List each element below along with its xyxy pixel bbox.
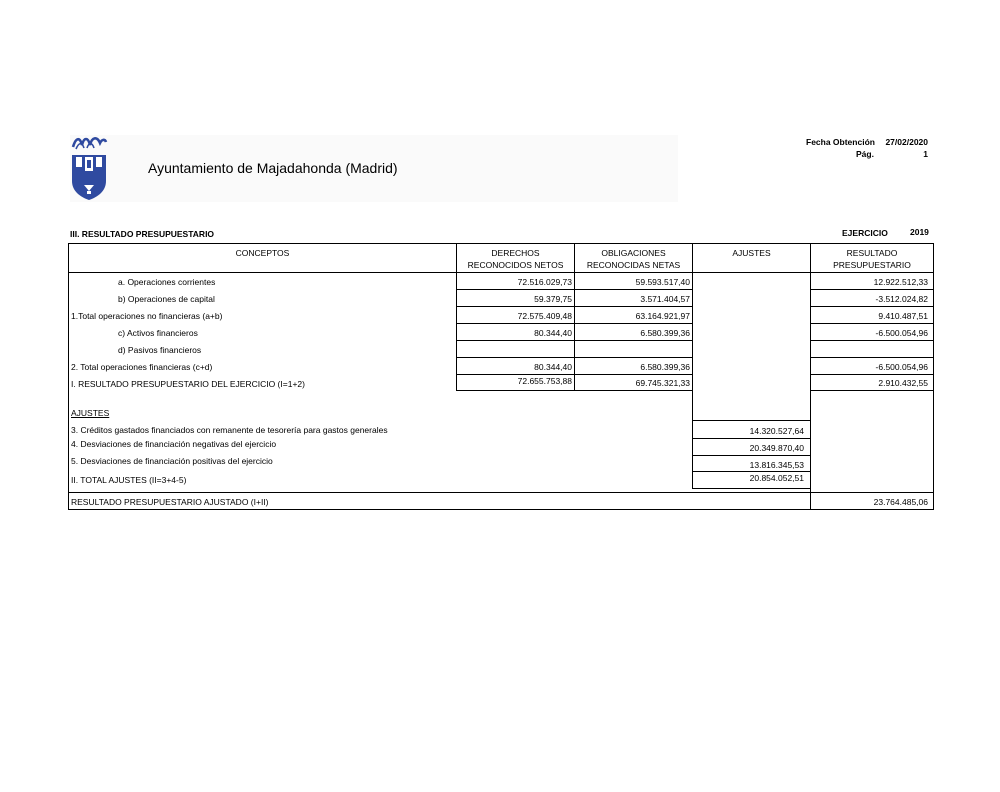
col-header-conceptos: CONCEPTOS	[235, 248, 290, 258]
row-concepto: I. RESULTADO PRESUPUESTARIO DEL EJERCICIO (I=1+2)	[71, 379, 305, 389]
ajuste-valor: 20.349.870,40	[749, 443, 804, 453]
ejercicio-value: 2019	[910, 227, 929, 237]
row-obligaciones: 69.745.321,33	[635, 378, 690, 388]
pag-label: Pág.	[856, 149, 874, 159]
col-header-resultado-1: RESULTADO	[846, 248, 898, 258]
ajuste-concepto: II. TOTAL AJUSTES (II=3+4-5)	[71, 475, 187, 485]
row-concepto: 1.Total operaciones no financieras (a+b)	[71, 311, 223, 321]
row-resultado: -3.512.024,82	[875, 294, 928, 304]
ajuste-valor: 20.854.052,51	[749, 473, 804, 483]
ajuste-concepto: 5. Desviaciones de financiación positivas del ejercicio	[71, 456, 273, 466]
row-concepto: d) Pasivos financieros	[118, 345, 202, 355]
coat-of-arms-logo	[70, 133, 108, 201]
fecha-label: Fecha Obtención	[806, 137, 875, 147]
ajuste-concepto: 4. Desviaciones de financiación negativas del ejercicio	[71, 439, 277, 449]
row-resultado: 12.922.512,33	[873, 277, 928, 287]
ajuste-valor: 14.320.527,64	[749, 426, 804, 436]
col-header-obligaciones-1: OBLIGACIONES	[601, 248, 666, 258]
row-derechos: 72.516.029,73	[517, 277, 572, 287]
row-obligaciones: 59.593.517,40	[635, 277, 690, 287]
row-obligaciones: 6.580.399,36	[640, 328, 690, 338]
ajustes-title: AJUSTES	[71, 408, 110, 418]
fecha-value: 27/02/2020	[885, 137, 928, 147]
row-resultado: -6.500.054,96	[875, 362, 928, 372]
row-derechos: 72.575.409,48	[517, 311, 572, 321]
final-valor: 23.764.485,06	[873, 497, 928, 507]
col-header-obligaciones-2: RECONOCIDAS NETAS	[586, 260, 681, 270]
row-concepto: b) Operaciones de capital	[118, 294, 215, 304]
col-header-resultado-2: PRESUPUESTARIO	[833, 260, 911, 270]
ejercicio-label: EJERCICIO	[842, 228, 888, 238]
col-header-derechos-1: DERECHOS	[491, 248, 540, 258]
pag-value: 1	[923, 149, 928, 159]
row-resultado: 9.410.487,51	[878, 311, 928, 321]
row-derechos: 72.655.753,88	[517, 376, 572, 386]
row-derechos: 80.344,40	[534, 328, 572, 338]
row-concepto: 2. Total operaciones financieras (c+d)	[71, 362, 213, 372]
ajuste-valor: 13.816.345,53	[749, 460, 804, 470]
row-obligaciones: 6.580.399,36	[640, 362, 690, 372]
row-concepto: a. Operaciones corrientes	[118, 277, 216, 287]
organization-title: Ayuntamiento de Majadahonda (Madrid)	[148, 160, 398, 176]
row-resultado: -6.500.054,96	[875, 328, 928, 338]
row-derechos: 80.344,40	[534, 362, 572, 372]
col-header-ajustes: AJUSTES	[732, 248, 771, 258]
row-derechos: 59.379,75	[534, 294, 572, 304]
row-obligaciones: 3.571.404,57	[640, 294, 690, 304]
ajuste-concepto: 3. Créditos gastados financiados con remanente de tesorería para gastos generales	[71, 425, 388, 435]
final-concepto: RESULTADO PRESUPUESTARIO AJUSTADO (I+II)	[71, 497, 269, 507]
col-header-derechos-2: RECONOCIDOS NETOS	[467, 260, 564, 270]
row-concepto: c) Activos financieros	[118, 328, 198, 338]
section-title: III. RESULTADO PRESUPUESTARIO	[70, 229, 215, 239]
row-resultado: 2.910.432,55	[878, 378, 928, 388]
row-obligaciones: 63.164.921,97	[635, 311, 690, 321]
